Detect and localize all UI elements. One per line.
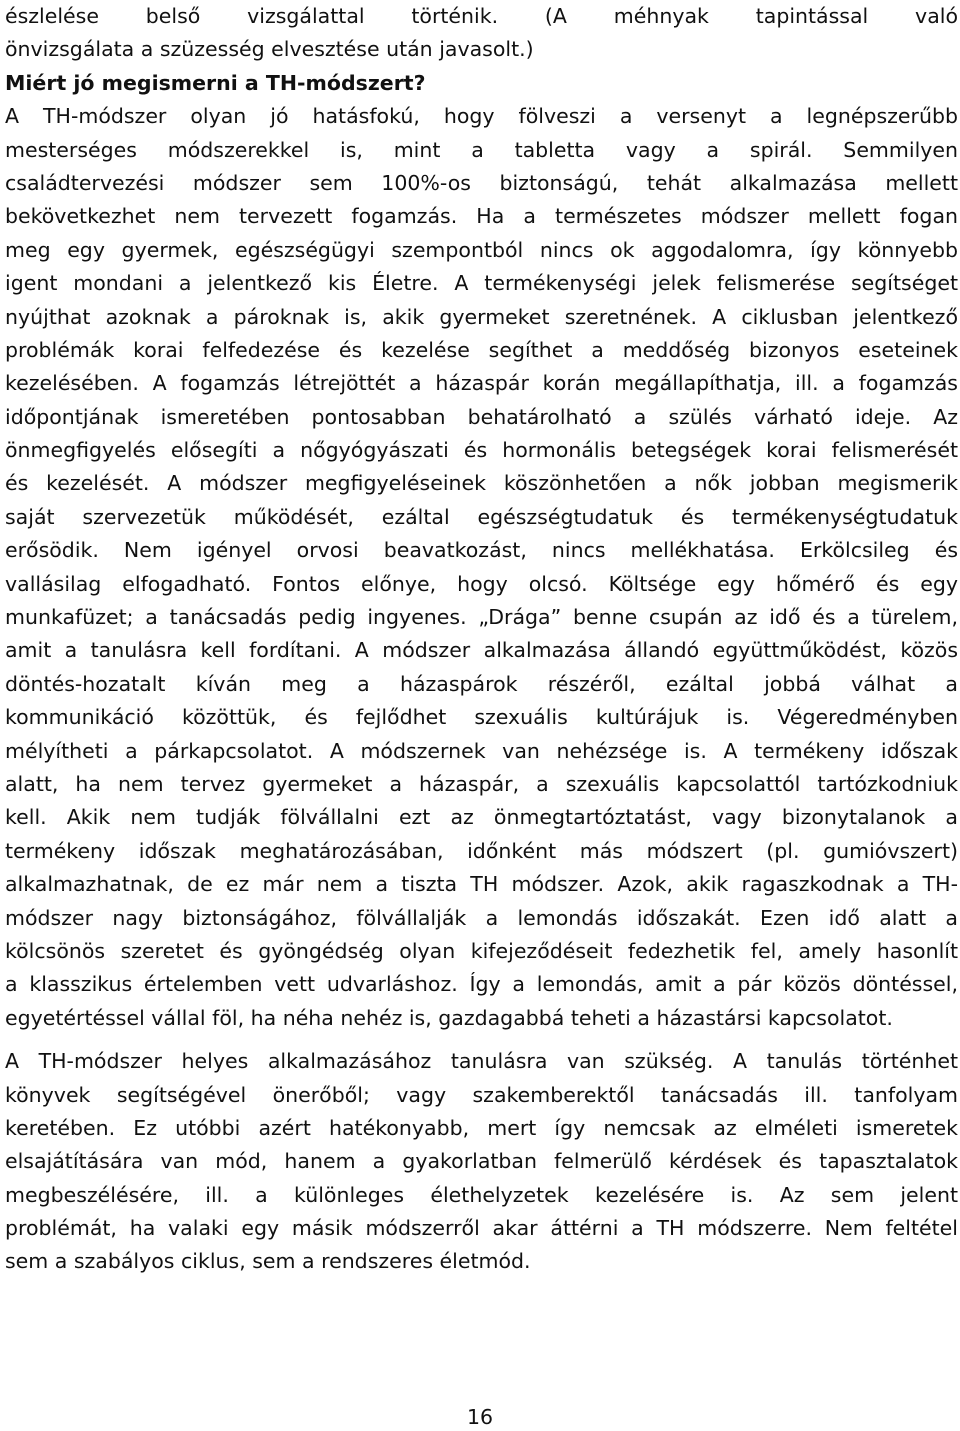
text-line: családtervezési módszer sem 100%-os biztonságú, tehát alkalmazása mellett xyxy=(5,170,958,195)
text-line: önmegfigyelés elősegíti a nőgyógyászati és hormonális betegségek korai felismerését xyxy=(5,438,958,463)
document-page xyxy=(5,0,958,1279)
text-line: módszer nagy biztonságához, fölvállalják a lemondás időszakát. Ezen idő alatt a xyxy=(5,905,958,930)
text-line: megbeszélésére, ill. a különleges élethelyzetek kezelésére is. Az sem jelent xyxy=(5,1182,958,1207)
text-line: mesterséges módszerekkel is, mint a tabletta vagy a spirál. Semmilyen xyxy=(5,137,958,162)
text-line: észlelése belső vizsgálattal történik. (A méhnyak tapintással való xyxy=(5,4,958,28)
text-line: alatt, ha nem tervez gyermeket a házaspár, a szexuális kapcsolattól tartózkodniuk xyxy=(5,771,958,796)
text-line: egyetértéssel vállal föl, ha néha nehéz is, gazdagabbá teheti a házastársi kapcsolatot. xyxy=(5,1005,893,1030)
text-line: kommunikáció közöttük, és fejlődhet szexuális kultúrájuk is. Végeredményben xyxy=(5,705,958,730)
text-line: időpontjának ismeretében pontosabban behatárolható a szülés várható ideje. Az xyxy=(5,404,958,429)
text-line: sem a szabályos ciklus, sem a rendszeres életmód. xyxy=(5,1249,531,1274)
text-line: termékeny időszak meghatározásában, időnként más módszert (pl. gumióvszert) xyxy=(5,838,958,863)
text-line: erősödik. Nem igényel orvosi beavatkozást, nincs mellékhatása. Erkölcsileg és xyxy=(5,538,958,563)
text-line: A TH-módszer olyan jó hatásfokú, hogy fölveszi a versenyt a legnépszerűbb xyxy=(5,104,958,129)
text-line: problémák korai felfedezése és kezelése segíthet a meddőség bizonyos eseteinek xyxy=(5,337,958,362)
text-line: könyvek segítségével önerőből; vagy szakemberektől tanácsadás ill. tanfolyam xyxy=(5,1082,958,1107)
text-line: igent mondani a jelentkező kis Életre. A termékenységi jelek felismerése segítséget xyxy=(5,271,958,296)
text-line: kölcsönös szeretet és gyöngédség olyan kifejeződéseit fedezhetik fel, amely hasonlít xyxy=(5,938,958,963)
text-line: A TH-módszer helyes alkalmazásához tanulásra van szükség. A tanulás történhet xyxy=(5,1049,958,1074)
text-line: mélyítheti a párkapcsolatot. A módszernek van nehézsége is. A termékeny időszak xyxy=(5,738,958,763)
text-line: problémát, ha valaki egy másik módszerről akar áttérni a TH módszerre. Nem feltétel xyxy=(5,1216,958,1241)
text-line: a klasszikus értelemben vett udvarláshoz. Így a lemondás, amit a pár közös döntéssel, xyxy=(5,972,958,997)
paragraph-learning xyxy=(5,1045,958,1279)
section-heading: Miért jó megismerni a TH-módszert? xyxy=(5,70,426,95)
text-line: amit a tanulásra kell fordítani. A módszer alkalmazása állandó együttműködést, közös xyxy=(5,638,958,663)
text-line: nyújthat azoknak a pároknak is, akik gyermeket szeretnének. A ciklusban jelentkező xyxy=(5,304,958,329)
intro-paragraph-continuation xyxy=(5,0,958,67)
text-line: alkalmazhatnak, de ez már nem a tiszta TH módszer. Azok, akik ragaszkodnak a TH- xyxy=(5,872,958,897)
text-line: vallásilag elfogadható. Fontos előnye, hogy olcsó. Költsége egy hőmérő és egy xyxy=(5,571,958,596)
text-line: saját szervezetük működését, ezáltal egészségtudatuk és termékenységtudatuk xyxy=(5,504,958,529)
text-line: keretében. Ez utóbbi azért hatékonyabb, mert így nemcsak az elméleti ismeretek xyxy=(5,1115,958,1140)
text-line: elsajátítására van mód, hanem a gyakorlatban felmerülő kérdések és tapasztalatok xyxy=(5,1149,958,1174)
text-line: meg egy gyermek, egészségügyi szempontból nincs ok aggodalomra, így könnyebb xyxy=(5,237,958,262)
text-line: önvizsgálata a szüzesség elvesztése után javasolt.) xyxy=(5,37,534,62)
text-line: kell. Akik nem tudják fölvállalni ezt az önmegtartóztatást, vagy bizonytalanok a xyxy=(5,805,958,830)
page-number: 16 xyxy=(466,1405,494,1429)
text-line: és kezelését. A módszer megfigyeléseinek köszönhetően a nők jobban megismerik xyxy=(5,471,958,496)
text-line: döntés-hozatalt kíván meg a házaspárok részéről, ezáltal jobbá válhat a xyxy=(5,671,958,696)
text-line: kezelésében. A fogamzás létrejöttét a házaspár korán megállapíthatja, ill. a fogamzás xyxy=(5,371,958,396)
text-line: bekövetkezhet nem tervezett fogamzás. Ha a természetes módszer mellett fogan xyxy=(5,204,958,229)
paragraph-spacer xyxy=(5,1035,958,1045)
text-line: munkafüzet; a tanácsadás pedig ingyenes. „Drága” benne csupán az idő és a türelem, xyxy=(5,605,958,630)
paragraph-advantages xyxy=(5,100,958,1035)
